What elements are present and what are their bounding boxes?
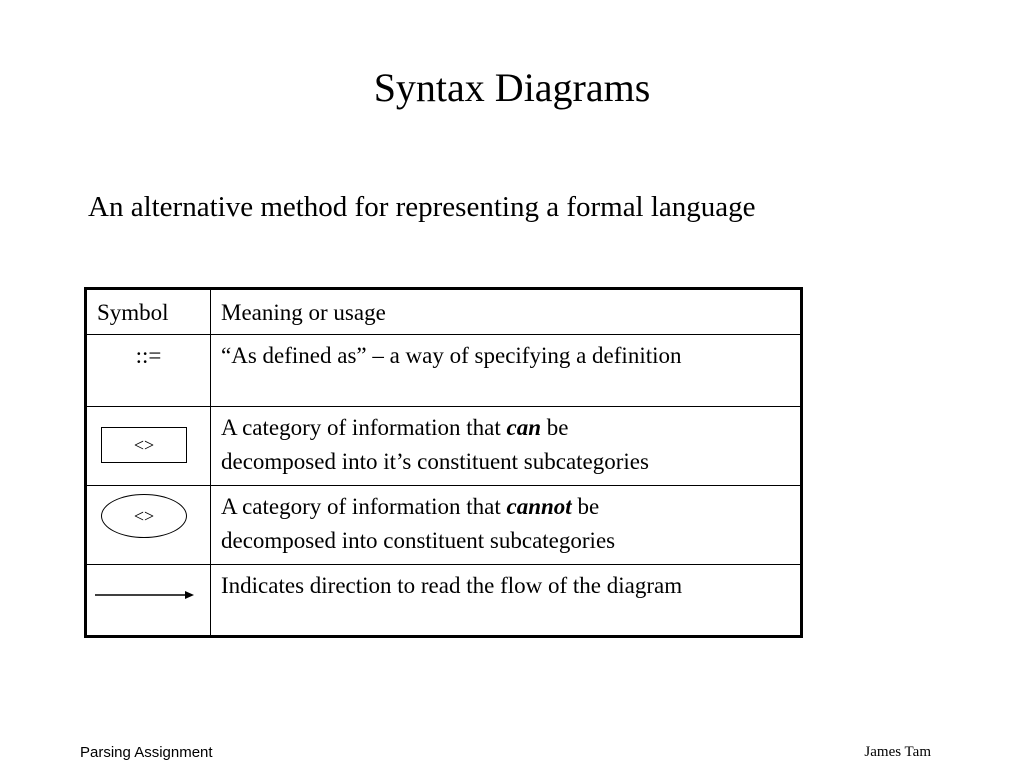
meaning-text: A category of information that [221,494,507,519]
arrow-meaning: Indicates direction to read the flow of the diagram [211,565,802,637]
table-row [86,486,802,565]
footer-author: James Tam [864,744,931,760]
table-row [86,335,802,407]
meaning-line-2: decomposed into constituent subcategories [221,528,616,553]
table-row [86,565,802,637]
symbol-table [84,287,803,638]
terminal-meaning [211,486,802,565]
meaning-emphasis: cannot [506,494,572,519]
footer-course: Parsing Assignment [80,744,213,761]
table-row [86,407,802,486]
definition-meaning: “As defined as” – a way of specifying a definition [211,335,802,407]
meaning-text: be [541,415,569,440]
slide-subtitle: An alternative method for representing a formal language [88,191,756,223]
meaning-line-1 [221,490,790,524]
meaning-line-1 [221,411,790,445]
header-symbol: Symbol [86,289,211,335]
meaning-text: be [571,494,600,519]
definition-symbol: ::= [86,335,211,407]
meaning-line-2: decomposed into it’s constituent subcategories [221,449,649,474]
symbol-cell [86,486,211,565]
oval-symbol: <> [101,494,187,538]
symbol-cell [86,565,211,637]
nonterminal-meaning [211,407,802,486]
slide-title: Syntax Diagrams [373,65,651,110]
header-meaning: Meaning or usage [211,289,802,335]
symbol-cell [86,407,211,486]
rectangle-symbol: <> [101,427,187,463]
table-header-row [86,289,802,335]
meaning-text: A category of information that [221,415,507,440]
arrow-icon [95,587,195,603]
meaning-emphasis: can [506,415,542,440]
